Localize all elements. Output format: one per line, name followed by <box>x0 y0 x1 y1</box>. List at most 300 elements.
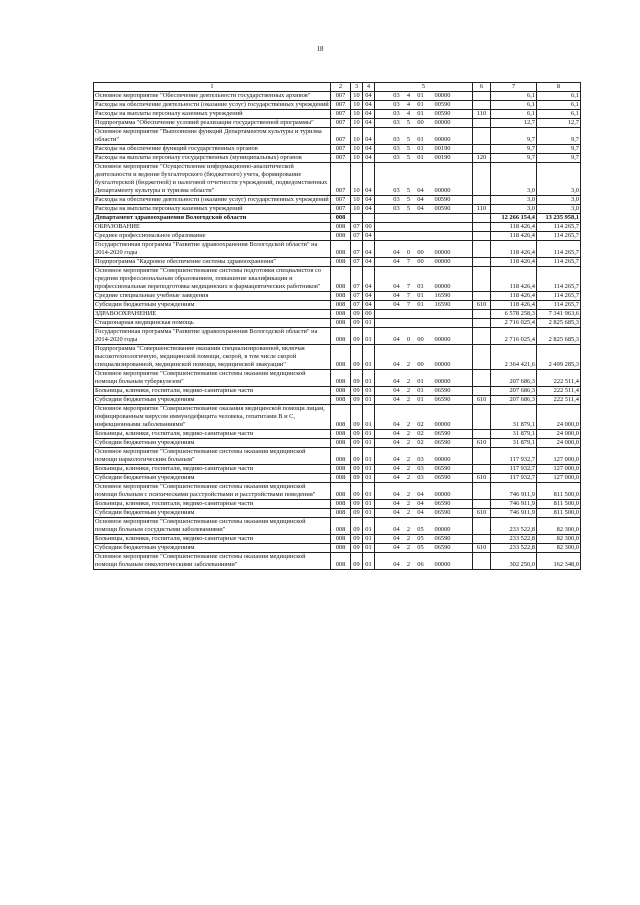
target-article-part: 7 <box>406 283 411 290</box>
row-target-article <box>375 387 473 396</box>
row-section-code: 10 <box>351 101 363 110</box>
row-name: Средние специальные учебные заведения <box>94 292 331 301</box>
row-subsection-code: 04 <box>363 258 375 267</box>
row-ved-code: 008 <box>331 405 351 430</box>
row-target-article <box>375 267 473 292</box>
row-target-article <box>375 465 473 474</box>
row-ved-code: 008 <box>331 448 351 465</box>
row-amount-year2: 222 511,4 <box>537 387 581 396</box>
row-expense-type-code <box>473 465 491 474</box>
table-row <box>94 448 581 465</box>
row-ved-code: 008 <box>331 319 351 328</box>
row-section-code: 10 <box>351 196 363 205</box>
row-amount-year1: 12,7 <box>491 119 537 128</box>
target-article-part: 06590 <box>434 439 451 446</box>
row-section-code: 09 <box>351 396 363 405</box>
target-article-part: 4 <box>406 110 411 117</box>
row-subsection-code: 04 <box>363 205 375 214</box>
row-ved-code: 008 <box>331 292 351 301</box>
target-article-part: 2 <box>406 387 411 394</box>
row-section-code: 10 <box>351 145 363 154</box>
target-article-part: 01 <box>417 92 424 99</box>
row-target-article <box>375 328 473 345</box>
row-target-article <box>375 509 473 518</box>
row-amount-year1: 746 911,9 <box>491 509 537 518</box>
row-subsection-code: 04 <box>363 119 375 128</box>
row-amount-year2: 24 000,0 <box>537 405 581 430</box>
row-subsection-code: 01 <box>363 328 375 345</box>
target-article-part: 00590 <box>434 110 451 117</box>
row-subsection-code: 01 <box>363 370 375 387</box>
row-amount-year1: 6,1 <box>491 101 537 110</box>
row-section-code: 09 <box>351 509 363 518</box>
row-expense-type-code <box>473 128 491 145</box>
row-expense-type-code <box>473 328 491 345</box>
row-amount-year2: 3,0 <box>537 163 581 196</box>
target-article-part: 04 <box>393 258 400 265</box>
row-name: Подпрограмма "Совершенствование оказания специализированной, включая высокотехнологичную, медицинской помощи, скорой, в том числе скорой специализированной, медицинской помощи, медицинской эвакуации" <box>94 345 331 370</box>
row-name: Больницы, клиники, госпитали, медико-санитарные части <box>94 465 331 474</box>
row-expense-type-code <box>473 483 491 500</box>
target-article-part: 06590 <box>434 396 451 403</box>
table-row <box>94 258 581 267</box>
row-subsection-code: 04 <box>363 232 375 241</box>
row-target-article <box>375 553 473 570</box>
target-article-part: 2 <box>406 491 411 498</box>
target-article-part: 03 <box>393 101 400 108</box>
row-target-article <box>375 535 473 544</box>
row-target-article <box>375 101 473 110</box>
table-row <box>94 145 581 154</box>
row-subsection-code: 01 <box>363 319 375 328</box>
target-article-part: 2 <box>406 474 411 481</box>
row-ved-code: 008 <box>331 509 351 518</box>
target-article-part: 04 <box>393 500 400 507</box>
row-expense-type-code <box>473 292 491 301</box>
target-article-part: 00190 <box>434 145 451 152</box>
target-article-part: 04 <box>393 465 400 472</box>
target-article-part: 03 <box>417 474 424 481</box>
row-target-article <box>375 319 473 328</box>
target-article-part: 03 <box>393 187 400 194</box>
target-article-part: 00590 <box>434 196 451 203</box>
row-name: Среднее профессиональное образование <box>94 232 331 241</box>
column-header: 3 <box>351 83 363 92</box>
target-article-part: 00000 <box>434 249 451 256</box>
target-article-part: 00190 <box>434 154 451 161</box>
row-amount-year1: 233 522,8 <box>491 518 537 535</box>
row-target-article <box>375 405 473 430</box>
row-target-article <box>375 500 473 509</box>
row-amount-year2: 12,7 <box>537 119 581 128</box>
row-amount-year2: 9,7 <box>537 145 581 154</box>
row-ved-code: 007 <box>331 101 351 110</box>
target-article-part: 03 <box>393 205 400 212</box>
row-subsection-code: 01 <box>363 474 375 483</box>
column-header: 1 <box>94 83 331 92</box>
row-section-code: 09 <box>351 474 363 483</box>
row-amount-year1: 9,7 <box>491 154 537 163</box>
row-section-code <box>351 214 363 223</box>
row-amount-year1: 2 364 421,6 <box>491 345 537 370</box>
row-target-article <box>375 301 473 310</box>
row-amount-year2: 811 500,0 <box>537 509 581 518</box>
row-subsection-code: 01 <box>363 439 375 448</box>
target-article-part: 0 <box>406 249 411 256</box>
target-article-part: 04 <box>417 196 424 203</box>
row-name: Основное мероприятие "Совершенствование системы оказания медицинской помощи больным туберкулезом" <box>94 370 331 387</box>
row-amount-year1: 6 578 258,3 <box>491 310 537 319</box>
row-expense-type-code <box>473 145 491 154</box>
row-section-code: 09 <box>351 500 363 509</box>
target-article-part: 06590 <box>434 500 451 507</box>
row-subsection-code: 04 <box>363 145 375 154</box>
row-expense-type-code: 610 <box>473 544 491 553</box>
row-expense-type-code <box>473 319 491 328</box>
table-row <box>94 163 581 196</box>
row-ved-code: 007 <box>331 119 351 128</box>
row-ved-code: 008 <box>331 232 351 241</box>
target-article-part: 4 <box>406 92 411 99</box>
target-article-part: 00590 <box>434 205 451 212</box>
row-name: ЗДРАВООХРАНЕНИЕ <box>94 310 331 319</box>
row-subsection-code: 04 <box>363 101 375 110</box>
target-article-part: 16590 <box>434 292 451 299</box>
row-target-article <box>375 396 473 405</box>
row-expense-type-code <box>473 196 491 205</box>
target-article-part: 01 <box>417 136 424 143</box>
row-target-article <box>375 345 473 370</box>
row-section-code: 10 <box>351 119 363 128</box>
target-article-part: 04 <box>417 491 424 498</box>
target-article-part: 5 <box>406 136 411 143</box>
target-article-part: 01 <box>417 387 424 394</box>
row-ved-code: 008 <box>331 387 351 396</box>
row-section-code: 09 <box>351 345 363 370</box>
row-ved-code: 008 <box>331 544 351 553</box>
row-target-article <box>375 154 473 163</box>
row-ved-code: 008 <box>331 535 351 544</box>
row-section-code: 07 <box>351 241 363 258</box>
column-header: 2 <box>331 83 351 92</box>
row-amount-year1: 3,0 <box>491 205 537 214</box>
row-amount-year1: 31 879,1 <box>491 439 537 448</box>
column-header: 4 <box>363 83 375 92</box>
target-article-part: 01 <box>417 378 424 385</box>
row-section-code: 09 <box>351 553 363 570</box>
row-expense-type-code <box>473 518 491 535</box>
row-target-article <box>375 430 473 439</box>
row-amount-year2: 114 265,7 <box>537 292 581 301</box>
row-subsection-code: 04 <box>363 110 375 119</box>
row-name: Основное мероприятие "Обеспечение деятельности государственных архивов" <box>94 92 331 101</box>
target-article-part: 00 <box>417 249 424 256</box>
row-section-code: 09 <box>351 518 363 535</box>
row-subsection-code: 01 <box>363 345 375 370</box>
row-expense-type-code: 110 <box>473 205 491 214</box>
row-section-code: 09 <box>351 448 363 465</box>
target-article-part: 2 <box>406 509 411 516</box>
row-target-article <box>375 258 473 267</box>
row-name: Субсидии бюджетным учреждениям <box>94 509 331 518</box>
target-article-part: 00 <box>417 119 424 126</box>
target-article-part: 06590 <box>434 544 451 551</box>
table-row <box>94 319 581 328</box>
table-row <box>94 267 581 292</box>
row-amount-year2: 127 000,0 <box>537 474 581 483</box>
row-name: Больницы, клиники, госпитали, медико-санитарные части <box>94 535 331 544</box>
target-article-part: 5 <box>406 119 411 126</box>
row-section-code: 09 <box>351 465 363 474</box>
row-amount-year2: 82 300,0 <box>537 544 581 553</box>
row-section-code: 09 <box>351 387 363 396</box>
target-article-part: 01 <box>417 101 424 108</box>
target-article-part: 05 <box>417 535 424 542</box>
row-expense-type-code <box>473 345 491 370</box>
row-name: Государственная программа "Развитие здравоохранения Вологодской области" на 2014-2020 годы <box>94 241 331 258</box>
table-row <box>94 544 581 553</box>
target-article-part: 01 <box>417 292 424 299</box>
table-row <box>94 535 581 544</box>
row-subsection-code: 04 <box>363 292 375 301</box>
row-amount-year2: 6,1 <box>537 110 581 119</box>
target-article-part: 2 <box>406 456 411 463</box>
row-amount-year2: 6,1 <box>537 92 581 101</box>
row-ved-code: 008 <box>331 214 351 223</box>
row-target-article <box>375 448 473 465</box>
table-row <box>94 110 581 119</box>
row-target-article <box>375 544 473 553</box>
row-subsection-code: 01 <box>363 518 375 535</box>
row-expense-type-code: 610 <box>473 509 491 518</box>
row-expense-type-code <box>473 258 491 267</box>
table-header-row <box>94 83 581 92</box>
target-article-part: 5 <box>406 196 411 203</box>
row-name: Основное мероприятие "Выполнение функций Департаментом культуры и туризма области" <box>94 128 331 145</box>
row-amount-year2: 114 265,7 <box>537 232 581 241</box>
row-name: Больницы, клиники, госпитали, медико-санитарные части <box>94 430 331 439</box>
row-subsection-code: 04 <box>363 163 375 196</box>
target-article-part: 00000 <box>434 119 451 126</box>
target-article-part: 02 <box>417 439 424 446</box>
row-name: Основное мероприятие "Осуществление информационно-аналитической деятельности и ведение бухгалтерского (бюджетного) учета, формирование бухгалтерской (бюджетной) и налоговой отчетности учреждений, подведомственных Департаменту культуры и туризма области" <box>94 163 331 196</box>
table-row <box>94 509 581 518</box>
target-article-part: 2 <box>406 430 411 437</box>
row-target-article <box>375 370 473 387</box>
row-expense-type-code <box>473 267 491 292</box>
row-expense-type-code <box>473 405 491 430</box>
table-row <box>94 292 581 301</box>
row-ved-code: 008 <box>331 483 351 500</box>
row-amount-year2: 114 265,7 <box>537 258 581 267</box>
row-ved-code: 007 <box>331 205 351 214</box>
row-ved-code: 008 <box>331 328 351 345</box>
row-section-code: 07 <box>351 223 363 232</box>
row-name: Основное мероприятие "Совершенствование оказания медицинской помощи лицам, инфицированным вирусом иммунодефицита человека, гепатитами В и С, инфекционными заболеваниями" <box>94 405 331 430</box>
row-amount-year2: 2 825 685,3 <box>537 319 581 328</box>
row-subsection-code: 01 <box>363 483 375 500</box>
row-target-article <box>375 110 473 119</box>
row-subsection-code <box>363 214 375 223</box>
target-article-part: 2 <box>406 561 411 568</box>
row-subsection-code: 01 <box>363 500 375 509</box>
row-section-code: 09 <box>351 483 363 500</box>
row-amount-year2: 114 265,7 <box>537 241 581 258</box>
row-amount-year2: 811 500,0 <box>537 483 581 500</box>
row-amount-year1: 207 686,3 <box>491 387 537 396</box>
row-target-article <box>375 223 473 232</box>
target-article-part: 7 <box>406 258 411 265</box>
target-article-part: 00000 <box>434 526 451 533</box>
row-ved-code: 008 <box>331 370 351 387</box>
row-amount-year1: 2 716 025,4 <box>491 319 537 328</box>
table-row <box>94 553 581 570</box>
column-header: 6 <box>473 83 491 92</box>
target-article-part: 7 <box>406 292 411 299</box>
row-section-code: 09 <box>351 405 363 430</box>
target-article-part: 06590 <box>434 465 451 472</box>
row-amount-year2: 9,7 <box>537 154 581 163</box>
target-article-part: 00000 <box>434 491 451 498</box>
row-ved-code: 008 <box>331 518 351 535</box>
target-article-part: 03 <box>393 92 400 99</box>
row-section-code: 07 <box>351 232 363 241</box>
table-row <box>94 101 581 110</box>
row-ved-code: 007 <box>331 196 351 205</box>
row-ved-code: 007 <box>331 128 351 145</box>
target-article-part: 00 <box>417 258 424 265</box>
row-ved-code: 007 <box>331 110 351 119</box>
target-article-part: 04 <box>393 526 400 533</box>
target-article-part: 03 <box>417 465 424 472</box>
row-amount-year1: 207 686,3 <box>491 396 537 405</box>
target-article-part: 5 <box>406 145 411 152</box>
table-row <box>94 439 581 448</box>
target-article-part: 00000 <box>434 258 451 265</box>
row-name: Департамент здравоохранения Вологодской области <box>94 214 331 223</box>
row-subsection-code: 01 <box>363 544 375 553</box>
row-amount-year1: 31 879,1 <box>491 430 537 439</box>
target-article-part: 06590 <box>434 509 451 516</box>
row-amount-year2: 6,1 <box>537 101 581 110</box>
row-subsection-code: 04 <box>363 128 375 145</box>
row-ved-code: 008 <box>331 396 351 405</box>
row-ved-code: 008 <box>331 345 351 370</box>
row-amount-year1: 207 686,3 <box>491 370 537 387</box>
target-article-part: 05 <box>417 526 424 533</box>
row-expense-type-code: 120 <box>473 154 491 163</box>
row-subsection-code: 01 <box>363 465 375 474</box>
target-article-part: 01 <box>417 396 424 403</box>
row-expense-type-code <box>473 310 491 319</box>
target-article-part: 03 <box>393 196 400 203</box>
row-expense-type-code <box>473 448 491 465</box>
row-ved-code: 008 <box>331 439 351 448</box>
row-ved-code: 008 <box>331 258 351 267</box>
row-section-code: 10 <box>351 128 363 145</box>
table-row <box>94 474 581 483</box>
row-name: Больницы, клиники, госпитали, медико-санитарные части <box>94 387 331 396</box>
target-article-part: 04 <box>393 535 400 542</box>
target-article-part: 00 <box>417 361 424 368</box>
row-amount-year2: 127 000,0 <box>537 448 581 465</box>
row-subsection-code: 01 <box>363 405 375 430</box>
row-expense-type-code: 610 <box>473 396 491 405</box>
row-ved-code: 008 <box>331 474 351 483</box>
row-amount-year1: 746 911,9 <box>491 483 537 500</box>
row-subsection-code: 04 <box>363 154 375 163</box>
row-subsection-code: 04 <box>363 301 375 310</box>
target-article-part: 06590 <box>434 430 451 437</box>
row-ved-code: 008 <box>331 430 351 439</box>
target-article-part: 01 <box>417 283 424 290</box>
table-row <box>94 232 581 241</box>
target-article-part: 2 <box>406 465 411 472</box>
target-article-part: 0 <box>406 336 411 343</box>
target-article-part: 04 <box>393 456 400 463</box>
target-article-part: 2 <box>406 378 411 385</box>
target-article-part: 2 <box>406 500 411 507</box>
row-subsection-code: 00 <box>363 223 375 232</box>
target-article-part: 04 <box>393 430 400 437</box>
target-article-part: 2 <box>406 526 411 533</box>
target-article-part: 2 <box>406 361 411 368</box>
target-article-part: 04 <box>393 561 400 568</box>
target-article-part: 06590 <box>434 387 451 394</box>
target-article-part: 03 <box>417 456 424 463</box>
column-header: 7 <box>491 83 537 92</box>
row-subsection-code: 01 <box>363 553 375 570</box>
row-expense-type-code: 610 <box>473 474 491 483</box>
row-section-code: 07 <box>351 292 363 301</box>
row-section-code: 09 <box>351 535 363 544</box>
row-target-article <box>375 232 473 241</box>
target-article-part: 01 <box>417 110 424 117</box>
target-article-part: 03 <box>393 145 400 152</box>
table-row <box>94 396 581 405</box>
row-amount-year2: 127 000,0 <box>537 465 581 474</box>
table-row <box>94 205 581 214</box>
row-amount-year1: 117 932,7 <box>491 448 537 465</box>
row-expense-type-code <box>473 387 491 396</box>
target-article-part: 03 <box>393 136 400 143</box>
target-article-part: 00000 <box>434 136 451 143</box>
row-name: Расходы на обеспечение деятельности (оказание услуг) государственных учреждений <box>95 196 329 203</box>
row-name: Субсидии бюджетным учреждениям <box>94 474 331 483</box>
row-section-code: 09 <box>351 370 363 387</box>
target-article-part: 04 <box>393 396 400 403</box>
row-amount-year1: 233 522,8 <box>491 544 537 553</box>
row-target-article <box>375 241 473 258</box>
table-row <box>94 154 581 163</box>
target-article-part: 00000 <box>434 361 451 368</box>
row-name: Основное мероприятие "Совершенствование системы подготовки специалистов со средним профессиональным образованием, повышение квалификации и профессиональная переподготовка медицинских и фармацевтических работников" <box>94 267 331 292</box>
row-name: Расходы на обеспечение деятельности (оказание услуг) государственных учреждений <box>95 101 329 108</box>
target-article-part: 2 <box>406 421 411 428</box>
row-name: Подпрограмма "Кадровое обеспечение системы здравоохранения" <box>94 258 331 267</box>
column-header: 8 <box>537 83 581 92</box>
row-section-code: 10 <box>351 163 363 196</box>
target-article-part: 04 <box>417 187 424 194</box>
row-name: Основное мероприятие "Совершенствование системы оказания медицинской помощи больным сосудистыми заболеваниями" <box>94 518 331 535</box>
row-ved-code: 008 <box>331 241 351 258</box>
row-target-article <box>375 196 473 205</box>
row-name: Субсидии бюджетным учреждениям <box>94 396 331 405</box>
row-expense-type-code <box>473 500 491 509</box>
target-article-part: 06590 <box>434 474 451 481</box>
target-article-part: 04 <box>393 439 400 446</box>
target-article-part: 00000 <box>434 187 451 194</box>
